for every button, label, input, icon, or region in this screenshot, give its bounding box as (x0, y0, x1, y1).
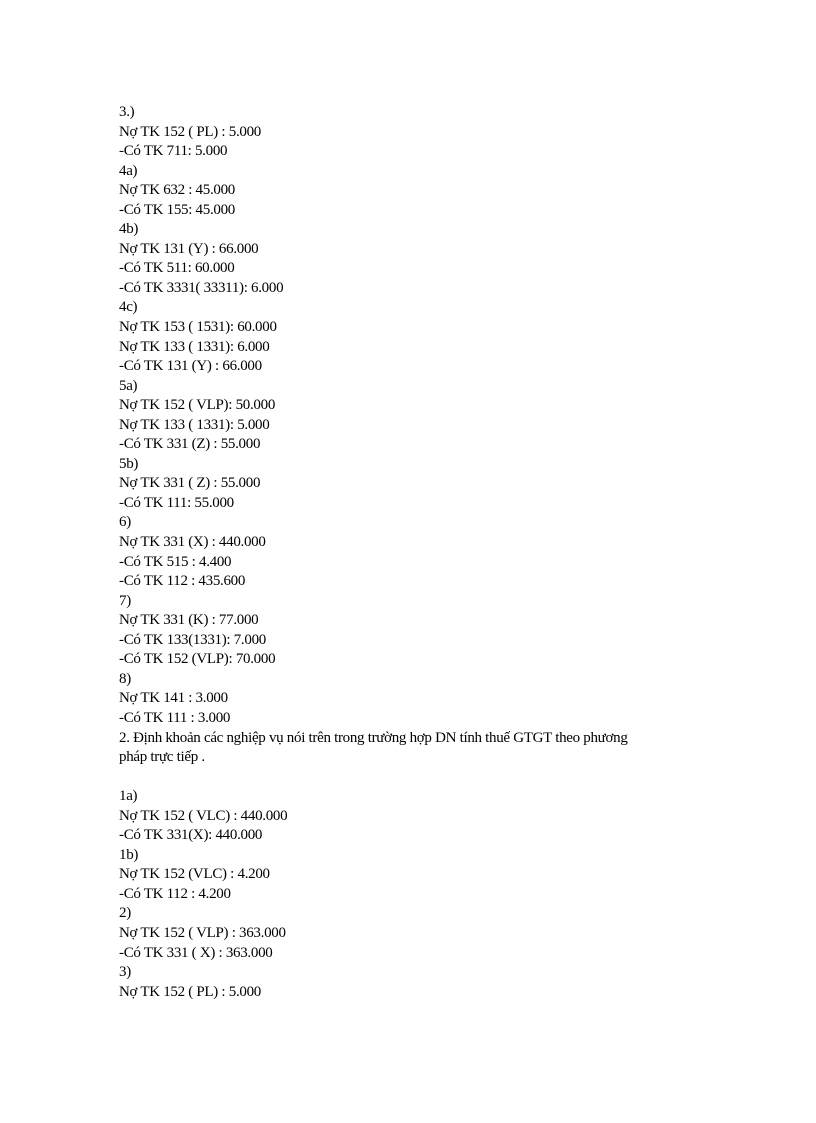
text-line: Nợ TK 152 ( VLC) : 440.000 (119, 807, 288, 824)
text-line: Nợ TK 152 ( VLP) : 363.000 (119, 924, 286, 941)
text-line: -Có TK 111: 55.000 (119, 494, 234, 511)
text-line: 4b) (119, 221, 139, 238)
text-line: Nợ TK 153 ( 1531): 60.000 (119, 319, 277, 336)
text-line: 5a) (119, 377, 138, 394)
text-line: -Có TK 3331( 33311): 6.000 (119, 279, 284, 296)
text-line: Nợ TK 133 ( 1331): 5.000 (119, 416, 270, 433)
text-line: Nợ TK 152 ( PL) : 5.000 (119, 123, 262, 140)
text-line: 4a) (119, 162, 138, 179)
text-line: 3.) (119, 104, 135, 120)
text-line: Nợ TK 152 ( PL) : 5.000 (119, 983, 262, 1000)
text-line: Nợ TK 331 (X) : 440.000 (119, 534, 266, 551)
document-page (119, 103, 719, 1002)
text-line: 4c) (119, 299, 138, 316)
text-line: -Có TK 112 : 4.200 (119, 885, 231, 902)
section-heading-line: pháp trực tiếp . (119, 749, 205, 766)
text-line: 1b) (119, 846, 139, 863)
text-line: Nợ TK 152 ( VLP): 50.000 (119, 397, 276, 414)
text-line: -Có TK 155: 45.000 (119, 201, 235, 218)
text-line: -Có TK 133(1331): 7.000 (119, 631, 266, 648)
text-line: Nợ TK 331 (K) : 77.000 (119, 612, 259, 629)
text-line: -Có TK 511: 60.000 (119, 260, 235, 277)
text-line: Nợ TK 141 : 3.000 (119, 690, 228, 707)
text-line: Nợ TK 133 ( 1331): 6.000 (119, 338, 270, 355)
text-line: -Có TK 331(X): 440.000 (119, 827, 263, 844)
text-line: 7) (119, 592, 131, 609)
text-line: Nợ TK 632 : 45.000 (119, 182, 236, 199)
text-line: -Có TK 152 (VLP): 70.000 (119, 651, 276, 668)
text-line: 2) (119, 905, 131, 922)
text-line: -Có TK 111 : 3.000 (119, 709, 231, 726)
text-line: 3) (119, 964, 131, 981)
text-line: Nợ TK 152 (VLC) : 4.200 (119, 866, 270, 883)
text-line: 8) (119, 670, 131, 687)
text-line: -Có TK 711: 5.000 (119, 143, 228, 160)
text-line: -Có TK 515 : 4.400 (119, 553, 232, 570)
text-line: 6) (119, 514, 131, 531)
text-line: -Có TK 331 ( X) : 363.000 (119, 944, 273, 961)
text-line: -Có TK 112 : 435.600 (119, 573, 246, 590)
text-line: 1a) (119, 788, 138, 805)
text-line: Nợ TK 331 ( Z) : 55.000 (119, 475, 261, 492)
section-heading-line: 2. Định khoản các nghiệp vụ nói trên trong trường hợp DN tính thuế GTGT theo phương (119, 729, 628, 746)
text-line: 5b) (119, 455, 139, 472)
blank-line (119, 768, 719, 788)
text-line: -Có TK 331 (Z) : 55.000 (119, 436, 261, 453)
text-line: Nợ TK 131 (Y) : 66.000 (119, 240, 259, 257)
text-line: -Có TK 131 (Y) : 66.000 (119, 358, 262, 375)
